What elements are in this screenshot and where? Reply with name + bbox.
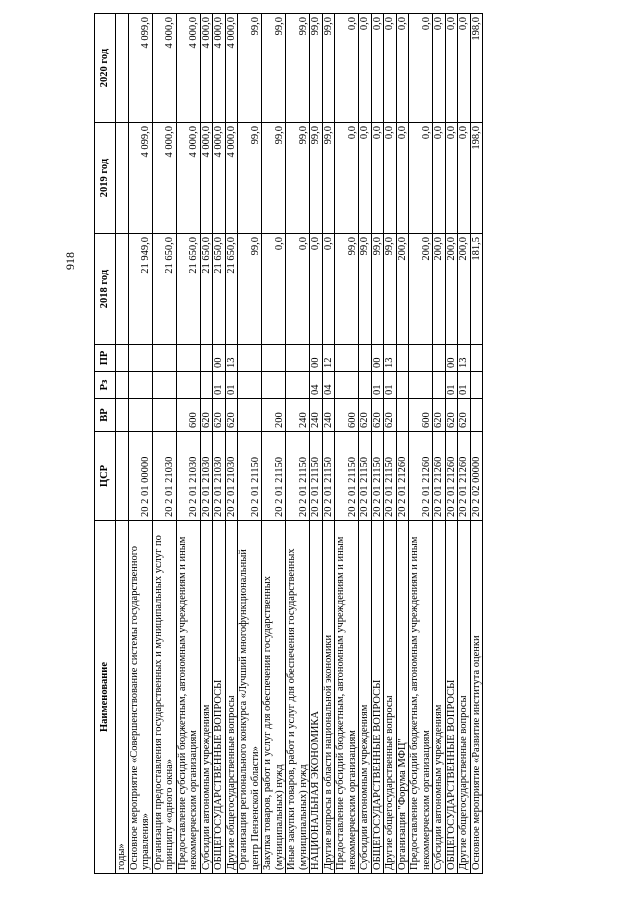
budget-table xyxy=(94,13,483,874)
cell-pr xyxy=(262,345,286,372)
cell-csr: 20 2 01 21030 xyxy=(152,432,176,521)
cell-vr: 620 xyxy=(213,399,226,432)
cell-pr: 00 xyxy=(371,345,384,372)
cell-rz xyxy=(335,372,359,399)
cell-name: Другие вопросы в области национальной экономики xyxy=(322,521,335,874)
cell-2020: 99,0 xyxy=(322,14,335,123)
cell-rz: 01 xyxy=(213,372,226,399)
cell-csr: 20 2 01 21030 xyxy=(225,432,238,521)
cell-2019: 99,0 xyxy=(238,123,262,234)
cell-2020: 0,0 xyxy=(433,14,446,123)
cell-2019: 0,0 xyxy=(335,123,359,234)
cell-name: Основное мероприятие «Совершенствование системы государственного управления» xyxy=(128,521,152,874)
cell-vr: 620 xyxy=(359,399,372,432)
cell-pr xyxy=(396,345,409,372)
cell-2020: 4 000,0 xyxy=(152,14,176,123)
table-row xyxy=(359,14,372,874)
cell-2018: 200,0 xyxy=(445,234,458,345)
table-row xyxy=(470,14,483,874)
table-row xyxy=(396,14,409,874)
cell-vr: 240 xyxy=(286,399,310,432)
rotated-table-area xyxy=(94,17,564,874)
cell-2019: 0,0 xyxy=(371,123,384,234)
cell-rz: 04 xyxy=(310,372,323,399)
cell-vr: 600 xyxy=(409,399,433,432)
cell-2020: 0,0 xyxy=(396,14,409,123)
cell-rz xyxy=(176,372,200,399)
cell-csr: 20 2 01 21150 xyxy=(286,432,310,521)
header-vr: ВР xyxy=(95,399,116,432)
cell-2020: 4 000,0 xyxy=(200,14,213,123)
cell-vr: 620 xyxy=(458,399,471,432)
header-2018: 2018 год xyxy=(95,234,116,345)
cell-name: Основное мероприятие «Развитие института оценки xyxy=(470,521,483,874)
cell-rz xyxy=(200,372,213,399)
cell-vr xyxy=(128,399,152,432)
cell-2019 xyxy=(116,123,129,234)
cell-name: Предоставление субсидий бюджетным, автономным учреждениям и иным некоммерческим организациям xyxy=(335,521,359,874)
cell-csr: 20 2 01 21030 xyxy=(213,432,226,521)
cell-2018: 21 650,0 xyxy=(213,234,226,345)
table-header-row xyxy=(95,14,116,874)
cell-2018: 21 650,0 xyxy=(225,234,238,345)
cell-rz xyxy=(359,372,372,399)
cell-2020: 0,0 xyxy=(458,14,471,123)
table-row xyxy=(445,14,458,874)
table-row xyxy=(152,14,176,874)
cell-2019: 4 000,0 xyxy=(176,123,200,234)
cell-2018: 200,0 xyxy=(458,234,471,345)
cell-2019: 4 000,0 xyxy=(213,123,226,234)
cell-2019: 0,0 xyxy=(433,123,446,234)
cell-2018: 99,0 xyxy=(359,234,372,345)
cell-name: Субсидии автономным учреждениям xyxy=(433,521,446,874)
cell-rz xyxy=(116,372,129,399)
table-row xyxy=(371,14,384,874)
cell-2019: 0,0 xyxy=(384,123,397,234)
cell-2019: 0,0 xyxy=(458,123,471,234)
cell-2018: 21 949,0 xyxy=(128,234,152,345)
cell-vr xyxy=(152,399,176,432)
cell-2020: 0,0 xyxy=(359,14,372,123)
cell-2018: 0,0 xyxy=(262,234,286,345)
cell-2018: 99,0 xyxy=(371,234,384,345)
table-row xyxy=(286,14,310,874)
cell-rz: 04 xyxy=(322,372,335,399)
cell-name: Организация "Форума МФЦ" xyxy=(396,521,409,874)
cell-rz xyxy=(409,372,433,399)
cell-2020: 0,0 xyxy=(371,14,384,123)
cell-2020: 198,0 xyxy=(470,14,483,123)
table-row xyxy=(200,14,213,874)
cell-2019: 99,0 xyxy=(286,123,310,234)
cell-2020: 99,0 xyxy=(286,14,310,123)
table-row xyxy=(310,14,323,874)
cell-csr: 20 2 01 21150 xyxy=(335,432,359,521)
cell-2019: 4 000,0 xyxy=(152,123,176,234)
cell-vr xyxy=(470,399,483,432)
cell-2019: 0,0 xyxy=(445,123,458,234)
cell-name: Другие общегосударственные вопросы xyxy=(225,521,238,874)
cell-2018: 21 650,0 xyxy=(152,234,176,345)
cell-name: Организация регионального конкурса «Лучший многофункциональный центр Пензенской области» xyxy=(238,521,262,874)
header-pr: ПР xyxy=(95,345,116,372)
cell-2018: 99,0 xyxy=(238,234,262,345)
cell-2018: 99,0 xyxy=(384,234,397,345)
cell-rz xyxy=(286,372,310,399)
cell-csr: 20 2 02 00000 xyxy=(470,432,483,521)
cell-pr xyxy=(176,345,200,372)
table-row xyxy=(262,14,286,874)
page-number: 918 xyxy=(63,252,77,270)
cell-rz xyxy=(433,372,446,399)
table-row xyxy=(322,14,335,874)
cell-vr: 620 xyxy=(371,399,384,432)
cell-pr: 12 xyxy=(322,345,335,372)
cell-pr xyxy=(409,345,433,372)
cell-vr: 620 xyxy=(200,399,213,432)
cell-pr xyxy=(470,345,483,372)
cell-2019: 99,0 xyxy=(310,123,323,234)
cell-rz xyxy=(238,372,262,399)
header-2019: 2019 год xyxy=(95,123,116,234)
cell-rz xyxy=(128,372,152,399)
cell-name: Другие общегосударственные вопросы xyxy=(384,521,397,874)
cell-rz: 01 xyxy=(458,372,471,399)
table-row xyxy=(128,14,152,874)
cell-csr: 20 2 01 21150 xyxy=(238,432,262,521)
cell-rz xyxy=(396,372,409,399)
cell-2019: 4 000,0 xyxy=(200,123,213,234)
cell-pr: 00 xyxy=(445,345,458,372)
cell-2019: 0,0 xyxy=(359,123,372,234)
cell-csr: 20 2 01 21260 xyxy=(396,432,409,521)
cell-vr: 620 xyxy=(445,399,458,432)
cell-vr: 620 xyxy=(384,399,397,432)
table-row xyxy=(433,14,446,874)
cell-name: Иные закупки товаров, работ и услуг для обеспечения государственных (муниципальных) нужд xyxy=(286,521,310,874)
cell-pr xyxy=(116,345,129,372)
cell-rz: 01 xyxy=(445,372,458,399)
cell-2020 xyxy=(116,14,129,123)
header-csr: ЦСР xyxy=(95,432,116,521)
cell-2020: 0,0 xyxy=(445,14,458,123)
cell-csr: 20 2 01 21030 xyxy=(176,432,200,521)
cell-vr xyxy=(396,399,409,432)
cell-name: Субсидии автономным учреждениям xyxy=(359,521,372,874)
cell-vr: 240 xyxy=(322,399,335,432)
cell-name: Организация предоставления государственных и муниципальных услуг по принципу «одного окна» xyxy=(152,521,176,874)
cell-rz: 01 xyxy=(384,372,397,399)
cell-2018: 181,5 xyxy=(470,234,483,345)
cell-csr: 20 2 01 21150 xyxy=(384,432,397,521)
table-row xyxy=(458,14,471,874)
cell-pr: 00 xyxy=(213,345,226,372)
cell-csr: 20 2 01 21260 xyxy=(458,432,471,521)
cell-2019: 4 000,0 xyxy=(225,123,238,234)
cell-2020: 99,0 xyxy=(262,14,286,123)
cell-2018: 0,0 xyxy=(286,234,310,345)
table-row xyxy=(409,14,433,874)
cell-pr xyxy=(128,345,152,372)
cell-2019: 0,0 xyxy=(396,123,409,234)
cell-2020: 0,0 xyxy=(335,14,359,123)
cell-name: Другие общегосударственные вопросы xyxy=(458,521,471,874)
cell-csr: 20 2 01 21150 xyxy=(359,432,372,521)
cell-name: Предоставление субсидий бюджетным, автономным учреждениям и иным некоммерческим организациям xyxy=(176,521,200,874)
cell-pr xyxy=(238,345,262,372)
cell-csr: 20 2 01 21150 xyxy=(310,432,323,521)
cell-pr xyxy=(286,345,310,372)
cell-vr: 620 xyxy=(433,399,446,432)
cell-name: ОБЩЕГОСУДАРСТВЕННЫЕ ВОПРОСЫ xyxy=(371,521,384,874)
cell-2019: 0,0 xyxy=(409,123,433,234)
cell-2019: 198,0 xyxy=(470,123,483,234)
cell-name: ОБЩЕГОСУДАРСТВЕННЫЕ ВОПРОСЫ xyxy=(445,521,458,874)
cell-pr: 13 xyxy=(458,345,471,372)
cell-2018: 0,0 xyxy=(322,234,335,345)
cell-csr: 20 2 01 21260 xyxy=(445,432,458,521)
cell-name: ОБЩЕГОСУДАРСТВЕННЫЕ ВОПРОСЫ xyxy=(213,521,226,874)
header-rz: Рз xyxy=(95,372,116,399)
cell-vr: 600 xyxy=(335,399,359,432)
cell-csr: 20 2 01 21150 xyxy=(371,432,384,521)
cell-csr: 20 2 01 00000 xyxy=(128,432,152,521)
cell-pr xyxy=(359,345,372,372)
table-row xyxy=(335,14,359,874)
cell-2019: 4 099,0 xyxy=(128,123,152,234)
cell-2019: 99,0 xyxy=(322,123,335,234)
cell-2020: 4 000,0 xyxy=(176,14,200,123)
header-name: Наименование xyxy=(95,521,116,874)
cell-2018 xyxy=(116,234,129,345)
cell-2018: 0,0 xyxy=(310,234,323,345)
cell-2020: 0,0 xyxy=(409,14,433,123)
cell-vr xyxy=(238,399,262,432)
cell-2019: 99,0 xyxy=(262,123,286,234)
cell-2018: 21 650,0 xyxy=(200,234,213,345)
cell-vr: 200 xyxy=(262,399,286,432)
cell-2020: 4 000,0 xyxy=(225,14,238,123)
cell-rz xyxy=(470,372,483,399)
table-row xyxy=(213,14,226,874)
cell-csr: 20 2 01 21260 xyxy=(409,432,433,521)
cell-csr xyxy=(116,432,129,521)
cell-2018: 21 650,0 xyxy=(176,234,200,345)
cell-csr: 20 2 01 21150 xyxy=(322,432,335,521)
table-row xyxy=(225,14,238,874)
cell-csr: 20 2 01 21150 xyxy=(262,432,286,521)
cell-pr: 13 xyxy=(225,345,238,372)
cell-csr: 20 2 01 21260 xyxy=(433,432,446,521)
cell-pr xyxy=(200,345,213,372)
cell-rz xyxy=(152,372,176,399)
table-row xyxy=(238,14,262,874)
cell-2020: 4 000,0 xyxy=(213,14,226,123)
cell-name: Закупка товаров, работ и услуг для обеспечения государственных (муниципальных) нужд xyxy=(262,521,286,874)
table-row xyxy=(116,14,129,874)
cell-pr: 00 xyxy=(310,345,323,372)
table-row xyxy=(176,14,200,874)
cell-vr xyxy=(116,399,129,432)
cell-2018: 200,0 xyxy=(433,234,446,345)
cell-2020: 99,0 xyxy=(310,14,323,123)
cell-name: Субсидии автономным учреждениям xyxy=(200,521,213,874)
cell-2018: 200,0 xyxy=(409,234,433,345)
cell-pr xyxy=(335,345,359,372)
cell-2018: 99,0 xyxy=(335,234,359,345)
header-2020: 2020 год xyxy=(95,14,116,123)
cell-name: Предоставление субсидий бюджетным, автономным учреждениям и иным некоммерческим организациям xyxy=(409,521,433,874)
cell-rz: 01 xyxy=(371,372,384,399)
cell-pr xyxy=(152,345,176,372)
cell-csr: 20 2 01 21030 xyxy=(200,432,213,521)
cell-rz: 01 xyxy=(225,372,238,399)
cell-vr: 240 xyxy=(310,399,323,432)
cell-name: НАЦИОНАЛЬНАЯ ЭКОНОМИКА xyxy=(310,521,323,874)
cell-2020: 0,0 xyxy=(384,14,397,123)
cell-vr: 620 xyxy=(225,399,238,432)
cell-pr xyxy=(433,345,446,372)
cell-pr: 13 xyxy=(384,345,397,372)
table-row xyxy=(384,14,397,874)
cell-2020: 99,0 xyxy=(238,14,262,123)
cell-vr: 600 xyxy=(176,399,200,432)
cell-rz xyxy=(262,372,286,399)
cell-2018: 200,0 xyxy=(396,234,409,345)
cell-name: годы» xyxy=(116,521,129,874)
cell-2020: 4 099,0 xyxy=(128,14,152,123)
